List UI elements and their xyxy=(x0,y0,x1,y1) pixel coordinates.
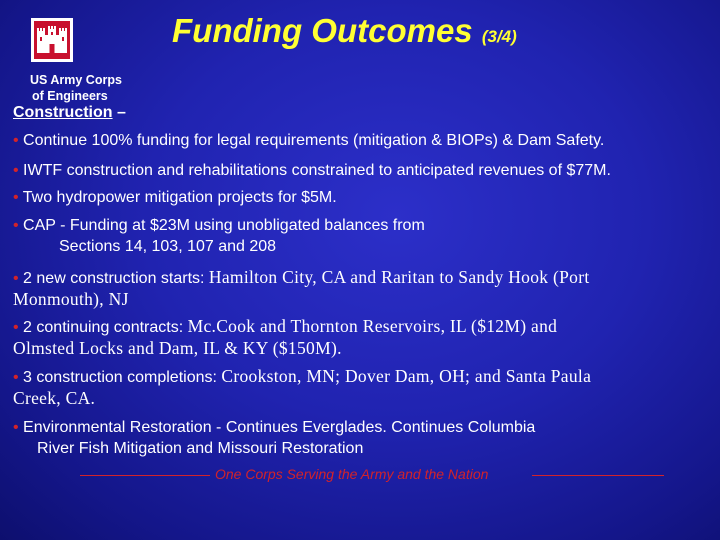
bullet-text: Hamilton City, CA and Raritan to Sandy Hook (Port xyxy=(208,267,590,287)
bullet-marker: • xyxy=(13,419,19,436)
bullet-marker: • xyxy=(13,270,19,287)
footer xyxy=(80,465,664,485)
section-heading-label: Construction xyxy=(13,104,113,121)
bullet-item xyxy=(13,160,611,181)
bullet-marker: • xyxy=(13,369,19,386)
bullet-marker: • xyxy=(13,217,19,234)
bullet-item xyxy=(13,215,425,257)
section-heading-dash: – xyxy=(112,104,126,121)
bullet-item xyxy=(13,316,557,360)
bullet-text: Crookston, MN; Dover Dam, OH; and Santa Paula xyxy=(221,366,592,386)
bullet-continuation: Olmsted Locks and Dam, IL & KY ($150M). xyxy=(13,338,342,358)
bullet-marker: • xyxy=(13,319,19,336)
bullet-continuation: Creek, CA. xyxy=(13,388,96,408)
bullet-text: Environmental Restoration - Continues Everglades. Continues Columbia xyxy=(18,419,536,436)
bullet-text: Mc.Cook and Thornton Reservoirs, IL ($12M) and xyxy=(187,316,558,336)
bullet-item xyxy=(13,267,589,311)
footer-tagline: One Corps Serving the Army and the Nation xyxy=(215,466,489,482)
bullet-text: IWTF construction and rehabilitations constrained to anticipated revenues of $77M. xyxy=(18,162,611,179)
org-line-1: US Army Corps xyxy=(30,73,122,87)
slide-title xyxy=(172,12,517,50)
footer-rule-right xyxy=(532,475,664,476)
bullet-item xyxy=(13,187,337,208)
bullet-text: Continue 100% funding for legal requirements (mitigation & BIOPs) & Dam Safety. xyxy=(18,132,605,149)
organization-name xyxy=(30,72,122,104)
org-line-2: of Engineers xyxy=(32,89,108,103)
bullet-text: Two hydropower mitigation projects for $5M. xyxy=(18,189,337,206)
castle-icon xyxy=(34,21,70,59)
bullet-lead: 3 construction completions: xyxy=(18,369,222,386)
usace-castle-logo xyxy=(31,18,73,62)
bullet-item xyxy=(13,417,535,459)
bullet-item xyxy=(13,366,591,410)
bullet-continuation: Sections 14, 103, 107 and 208 xyxy=(59,238,277,255)
section-heading xyxy=(13,104,126,122)
bullet-text: CAP - Funding at $23M using unobligated balances from xyxy=(18,217,425,234)
bullet-continuation: River Fish Mitigation and Missouri Restoration xyxy=(37,440,364,457)
title-main: Funding Outcomes xyxy=(172,12,473,49)
bullet-marker: • xyxy=(13,132,19,149)
footer-rule-left xyxy=(80,475,210,476)
bullet-continuation: Monmouth), NJ xyxy=(13,289,129,309)
bullet-item xyxy=(13,130,604,151)
bullet-marker: • xyxy=(13,162,19,179)
bullet-lead: 2 continuing contracts: xyxy=(18,319,188,336)
bullet-lead: 2 new construction starts: xyxy=(18,270,209,287)
title-suffix: (3/4) xyxy=(481,27,517,46)
bullet-marker: • xyxy=(13,189,19,206)
